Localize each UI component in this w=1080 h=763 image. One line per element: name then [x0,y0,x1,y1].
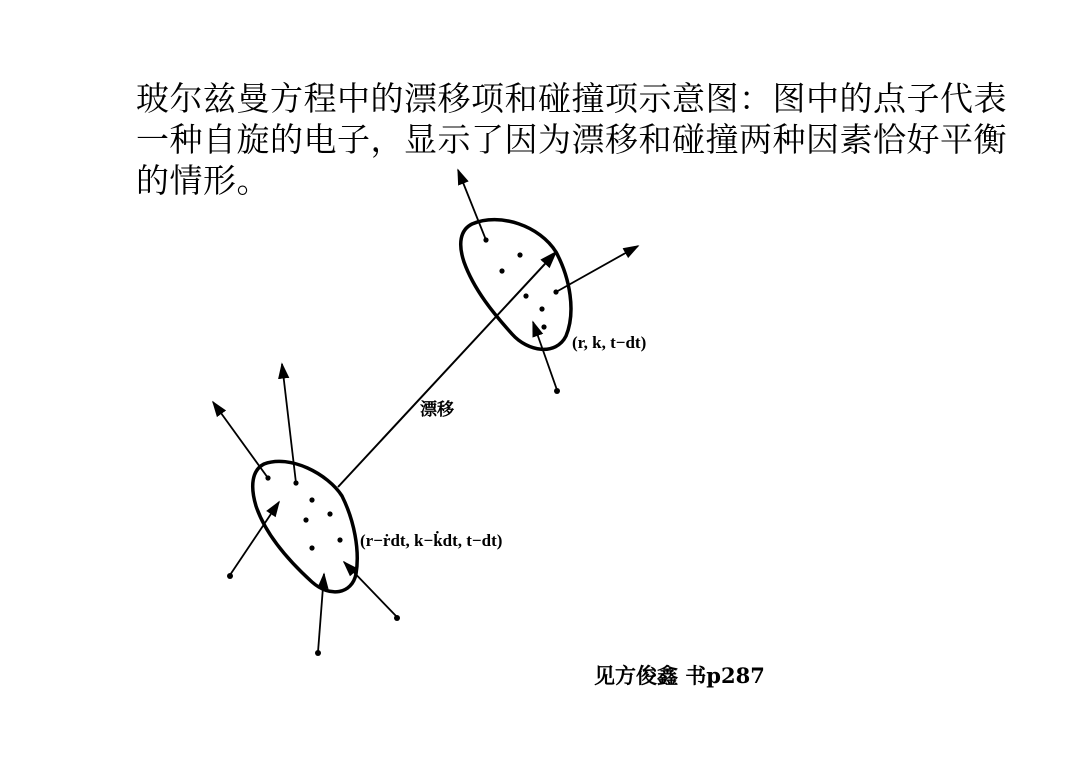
caption-line-1: 玻尔兹曼方程中的漂移项和碰撞项示意图：图中的点子代表 [136,79,1007,118]
upper-out-arrow-top [458,170,486,240]
lower-region-blob [253,461,358,592]
upper-in-arrow-bottom [533,322,557,390]
caption-line-2: 一种自旋的电子，显示了因为漂移和碰撞两种因素恰好平衡 [136,120,1007,159]
lower-out-arrow-up [282,364,296,483]
upper-out-arrow-right [556,246,638,292]
caption-line-3: 的情形。 [136,161,270,200]
lower-in-arrow-lower-right [344,562,397,617]
lower-out-arrow-upper-left [213,402,268,478]
lower-region-dots [227,475,400,656]
upper-region-label: (r, k, t−dt) [572,333,647,352]
upper-region-blob [461,220,571,350]
source-note: 见方俊鑫 书p287 [594,663,765,688]
drift-arrow [338,252,556,487]
drift-label: 漂移 [420,400,454,420]
lower-region-label: (r−ṙdt, k−k̇dt, t−dt) [360,531,503,550]
